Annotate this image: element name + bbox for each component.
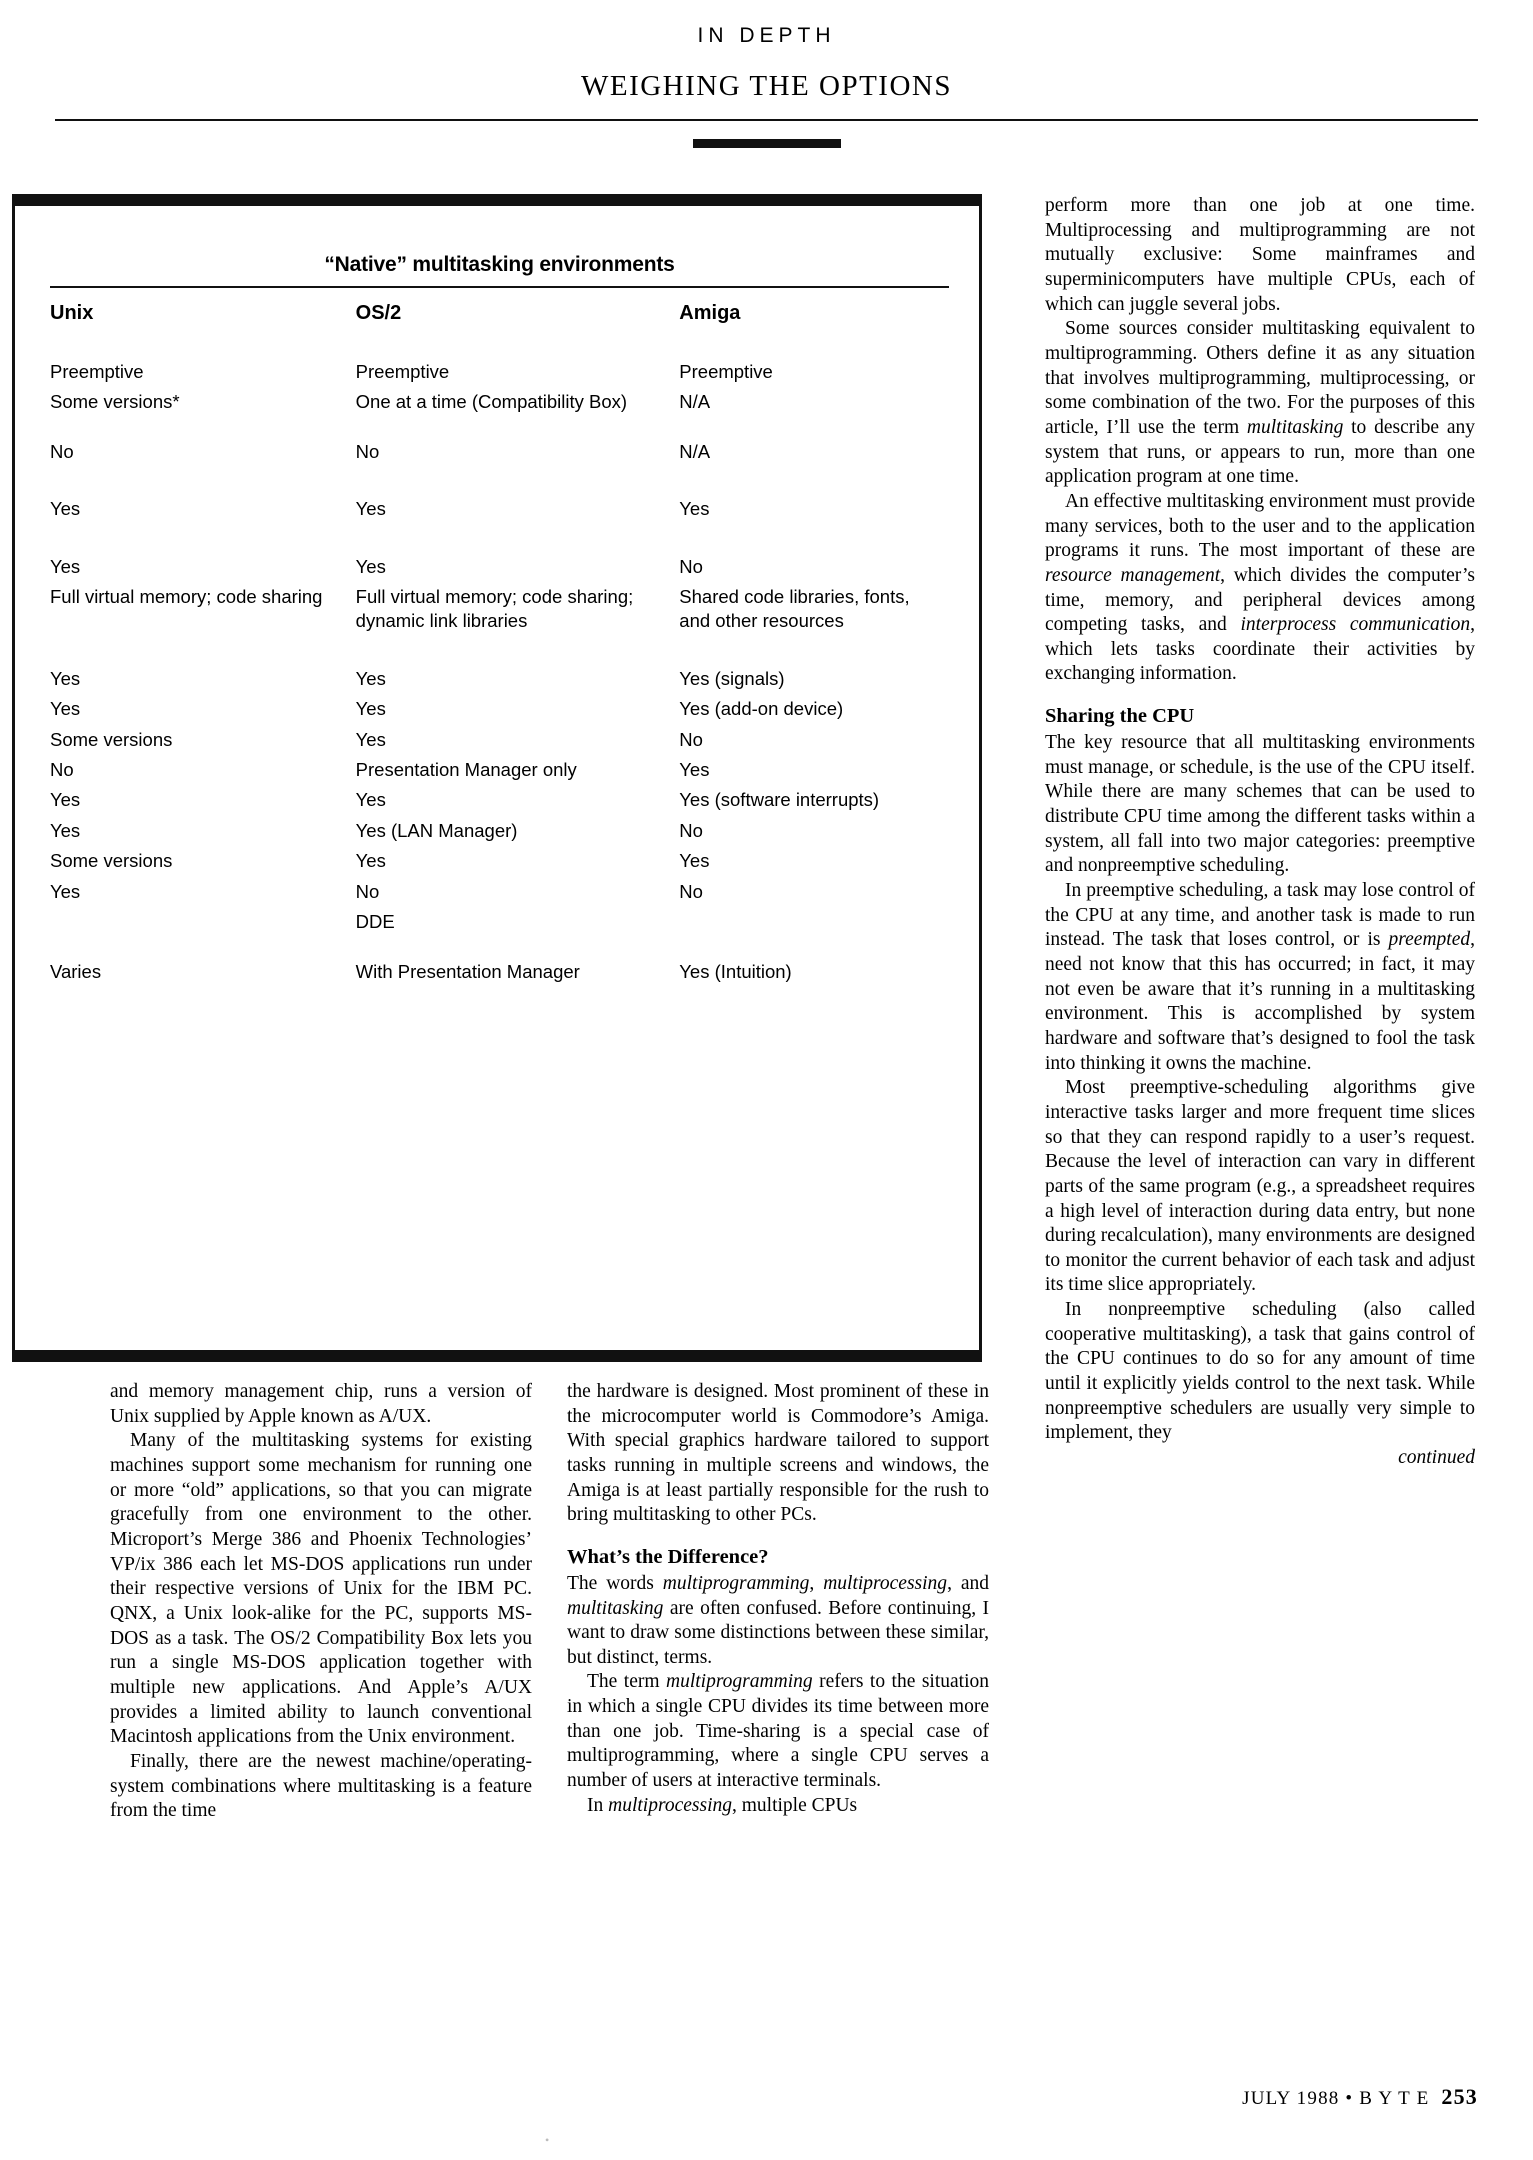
table-row bbox=[50, 694, 949, 724]
table-row bbox=[50, 755, 949, 785]
cell-os2: Presentation Manager only bbox=[355, 759, 577, 781]
emphasis-multiprocessing: multiprocessing bbox=[823, 1572, 948, 1594]
cell-os2: With Presentation Manager bbox=[355, 960, 580, 982]
table-row bbox=[50, 938, 949, 987]
table-row bbox=[50, 525, 949, 582]
cell-unix: Full virtual memory; code sharing bbox=[50, 586, 323, 608]
text-run: , and bbox=[947, 1572, 989, 1594]
paragraph: The key resource that all multitasking environments must manage, or schedule, is the use of the CPU itself. While there are many schemes that can be used to distribute CPU time among the different tasks within a system, all fall into two major categories: preemptive and nonpreemptive scheduling. bbox=[1045, 732, 1475, 877]
masthead-rule bbox=[55, 119, 1478, 121]
cell-amiga: Yes bbox=[679, 498, 710, 520]
cell-os2: Yes bbox=[355, 498, 386, 520]
emphasis-interprocess-communication: interprocess communication bbox=[1240, 614, 1471, 636]
cell-unix: Preemptive bbox=[50, 361, 144, 382]
text-run: Some sources consider multitasking equivalent to multiprogramming. Others define it as any situation that involves multiprogramming, multiprocessing, or some combination of the two. For the purposes of this article, I’ll use the term bbox=[1045, 318, 1475, 438]
cell-amiga: Preemptive bbox=[679, 361, 773, 382]
cell-os2: One at a time (Compatibility Box) bbox=[355, 391, 628, 413]
column-header-amiga: Amiga bbox=[679, 302, 741, 324]
emphasis-multiprogramming: multiprogramming bbox=[662, 1572, 810, 1594]
cell-os2: Yes (LAN Manager) bbox=[355, 819, 518, 841]
table-row bbox=[50, 418, 949, 467]
paragraph bbox=[1045, 490, 1475, 687]
comparison-table-box bbox=[12, 194, 982, 1362]
cell-unix: No bbox=[50, 440, 74, 462]
page-footer bbox=[1242, 2084, 1478, 2110]
cell-amiga: Yes (signals) bbox=[679, 667, 785, 689]
section-heading-whats-the-difference: What’s the Difference? bbox=[567, 1545, 769, 1568]
emphasis-multitasking: multitasking bbox=[1246, 416, 1344, 438]
cell-amiga: Yes bbox=[679, 759, 710, 781]
cell-unix: Yes bbox=[50, 880, 81, 902]
cell-amiga: Yes (add-on device) bbox=[679, 698, 844, 720]
table-row bbox=[50, 338, 949, 387]
emphasis-multiprocessing: multiprocessing bbox=[608, 1794, 732, 1816]
article-lower-left-column bbox=[110, 1380, 532, 1824]
table-row bbox=[50, 637, 949, 694]
cell-unix: No bbox=[50, 759, 74, 781]
paragraph: Many of the multitasking systems for existing machines support some mechanism for running one or more “old” applications, so that you can migrate gracefully from one environment to the other. Microport’s Merge 386 and Phoenix Technologies’ VP/ix 386 each let MS-DOS applications run under their respective versions of Unix for the IBM PC. QNX, a Unix look-alike for the PC, supports MS-DOS as a task. The OS/2 Compatibility Box lets you run a single MS-DOS application together with multiple new applications. And Apple’s A/UX provides a limited ability to launch conventional Macintosh applications from the Unix environment. bbox=[110, 1430, 532, 1748]
table-row bbox=[50, 725, 949, 755]
cell-amiga: No bbox=[679, 728, 703, 750]
cell-unix: Varies bbox=[50, 960, 102, 982]
column-header-unix: Unix bbox=[50, 302, 94, 324]
cell-amiga bbox=[679, 907, 949, 937]
table-row bbox=[50, 816, 949, 846]
cell-os2: Preemptive bbox=[355, 361, 450, 382]
paragraph: the hardware is designed. Most prominent of these in the microcomputer world is Commodore’s Amiga. With special graphics hardware tailored to support tasks running in multiple screens and windows, the Amiga is at least partially responsible for the rush to bring multitasking to other PCs. bbox=[567, 1381, 989, 1526]
emphasis-resource-management: resource management bbox=[1045, 564, 1221, 586]
text-run: are often confused. Before continuing, I want to draw some distinctions between these similar, but distinct, terms. bbox=[567, 1597, 989, 1668]
cell-unix: Yes bbox=[50, 789, 81, 811]
paragraph: Finally, there are the newest machine/operating-system combinations where multitasking is a feature from the time bbox=[110, 1750, 532, 1822]
paragraph bbox=[567, 1572, 989, 1671]
text-run: , multiple CPUs bbox=[731, 1794, 858, 1816]
cell-unix bbox=[50, 907, 356, 937]
paragraph: Most preemptive-scheduling algorithms give interactive tasks larger and more frequent time slices so that they can respond rapidly to a user’s request. Because the level of interaction can vary in different parts of the same program (e.g., a spreadsheet requires a high level of interaction during data entry, but none during recalculation), many environments are designed to monitor the current behavior of each task and adjust its time slice appropriately. bbox=[1045, 1077, 1475, 1296]
department-kicker: IN DEPTH bbox=[697, 24, 836, 47]
section-heading-sharing-the-cpu: Sharing the CPU bbox=[1045, 705, 1195, 728]
cell-os2: Yes bbox=[355, 850, 386, 872]
paragraph bbox=[567, 1670, 989, 1793]
article-lower-middle-column bbox=[567, 1380, 989, 1824]
cell-os2: Yes bbox=[355, 728, 386, 750]
cell-os2: Yes bbox=[355, 555, 386, 577]
cell-os2: Full virtual memory; code sharing; dynamic link libraries bbox=[355, 586, 634, 632]
cell-os2: No bbox=[355, 440, 380, 462]
page-number: 253 bbox=[1441, 2084, 1478, 2109]
cell-os2: Yes bbox=[355, 789, 386, 811]
comparison-table-inner bbox=[15, 197, 979, 987]
registration-mark: • bbox=[545, 2133, 550, 2147]
cell-unix: Some versions* bbox=[50, 391, 180, 413]
text-run: , which lets tasks coordinate their activities by exchanging information. bbox=[1045, 614, 1475, 685]
text-run: , which divides the computer’s time, memory, and peripheral devices among competing tasks, and bbox=[1045, 564, 1475, 636]
cell-amiga: N/A bbox=[679, 391, 711, 413]
table-row bbox=[50, 846, 949, 876]
article-lower-columns bbox=[110, 1380, 990, 1824]
text-run: , bbox=[809, 1572, 824, 1594]
table-row bbox=[50, 467, 949, 524]
table-row bbox=[50, 785, 949, 815]
table-row bbox=[50, 387, 949, 417]
table-title: “Native” multitasking environments bbox=[324, 253, 675, 276]
table-row bbox=[50, 582, 949, 637]
cell-unix: Yes bbox=[50, 667, 81, 689]
text-run: The words bbox=[567, 1572, 663, 1594]
cell-amiga: No bbox=[679, 555, 703, 577]
cell-amiga: Yes (software interrupts) bbox=[679, 789, 880, 811]
multitasking-comparison-table bbox=[50, 288, 949, 987]
cell-amiga: No bbox=[679, 880, 703, 902]
text-run: The term bbox=[587, 1671, 666, 1693]
paragraph bbox=[1045, 317, 1475, 490]
cell-unix: Some versions bbox=[50, 728, 173, 750]
paragraph bbox=[567, 1794, 989, 1819]
emphasis-multiprogramming: multiprogramming bbox=[665, 1671, 813, 1693]
emphasis-multitasking: multitasking bbox=[567, 1597, 664, 1619]
cell-unix: Yes bbox=[50, 819, 81, 841]
cell-unix: Yes bbox=[50, 698, 81, 720]
cell-amiga: Yes bbox=[679, 850, 710, 872]
table-row bbox=[50, 877, 949, 907]
text-run: In bbox=[587, 1794, 609, 1816]
cell-amiga: Shared code libraries, fonts, and other resources bbox=[679, 586, 910, 632]
masthead bbox=[55, 0, 1478, 148]
issue-date: JULY 1988 • B Y T E bbox=[1242, 2088, 1430, 2109]
table-row bbox=[50, 907, 949, 937]
cell-os2: No bbox=[355, 880, 380, 902]
table-header-row bbox=[50, 288, 949, 338]
paragraph bbox=[1045, 879, 1475, 1076]
paragraph: In nonpreemptive scheduling (also called cooperative multitasking), a task that gains control of the CPU continues to do so for any amount of time until it explicitly yields control to the next task. While nonpreemptive schedulers are usually very simple to implement, they bbox=[1045, 1299, 1475, 1444]
column-header-os2: OS/2 bbox=[355, 302, 402, 324]
emphasis-preempted: preempted bbox=[1388, 929, 1471, 951]
continued-marker: continued bbox=[1398, 1447, 1475, 1469]
cell-amiga: No bbox=[679, 819, 703, 841]
article-right-column bbox=[1045, 194, 1475, 1471]
text-run: An effective multitasking environment must provide many services, both to the user and to the application programs it runs. The most important of these are bbox=[1045, 490, 1475, 562]
cell-amiga: Yes (Intuition) bbox=[679, 960, 792, 982]
text-run: In preemptive scheduling, a task may lose control of the CPU at any time, and another task is made to run instead. The task that loses control, or is bbox=[1045, 879, 1475, 951]
cell-unix: Yes bbox=[50, 555, 81, 577]
cell-os2: Yes bbox=[355, 698, 386, 720]
paragraph: and memory management chip, runs a version of Unix supplied by Apple known as A/UX. bbox=[110, 1381, 532, 1427]
text-run: , need not know that this has occurred; in fact, it may not even be aware that it’s running in a multitasking environment. This is accomplished by system hardware and software that’s designed to fool the task into thinking it owns the machine. bbox=[1045, 929, 1475, 1074]
paragraph: perform more than one job at one time. Multiprocessing and multiprogramming are not mutually exclusive: Some mainframes and superminicomputers have multiple CPUs, each of which can juggle several jobs. bbox=[1045, 195, 1475, 315]
department-title: WEIGHING THE OPTIONS bbox=[581, 70, 952, 102]
cell-unix: Yes bbox=[50, 498, 81, 520]
cell-os2: Yes bbox=[355, 667, 386, 689]
cell-unix: Some versions bbox=[50, 850, 173, 872]
masthead-rule-stub bbox=[693, 139, 841, 148]
text-run: refers to the situation in which a single CPU divides its time between more than one job. Time-sharing is a special case of multiprogramming, where a single CPU serves a number of users at interactive terminals. bbox=[567, 1671, 989, 1792]
cell-amiga: N/A bbox=[679, 440, 711, 462]
cell-os2: DDE bbox=[355, 911, 395, 933]
text-run: to describe any system that runs, or appears to run, more than one application program at one time. bbox=[1045, 416, 1475, 488]
